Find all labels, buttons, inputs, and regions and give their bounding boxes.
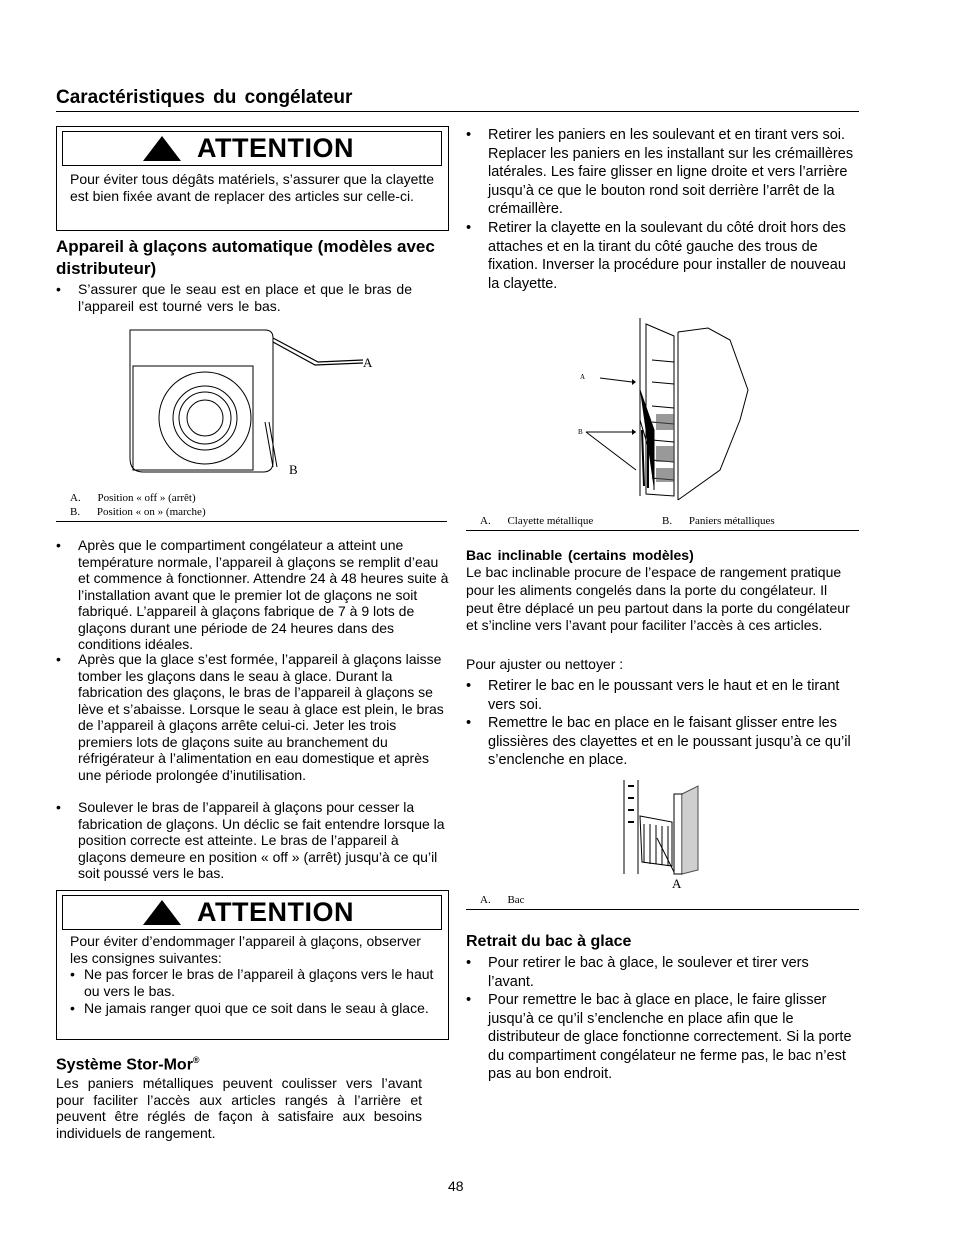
list-item-text: Ne jamais ranger quoi que ce soit dans le seau à glace. bbox=[84, 1000, 429, 1016]
list-item bbox=[56, 799, 449, 882]
bullet: • bbox=[70, 966, 75, 982]
caption-text: Position « off » (arrêt) bbox=[97, 492, 196, 504]
caption-letter: B. bbox=[70, 506, 81, 518]
figure-divider bbox=[56, 521, 447, 522]
figure-label-a: A bbox=[363, 355, 373, 370]
tilt-bin-heading: Bac inclinable (certains modèles) bbox=[466, 547, 694, 563]
list-item-text: Soulever le bras de l’appareil à glaçons pour cesser la fabrication de glaçons. Un déclic se fait entendre lorsque la position correcte est atteinte. Le bras de l’appareil à glaçons demeure en position « off » (arrêt) jusqu’à ce qu’il soit poussé vers le bas. bbox=[78, 799, 445, 881]
bullet: • bbox=[466, 678, 472, 694]
list-item bbox=[466, 126, 856, 219]
figure-divider bbox=[466, 909, 859, 910]
list-item bbox=[466, 954, 858, 991]
ice-bin-heading: Retrait du bac à glace bbox=[466, 933, 632, 950]
icemaker-illustration bbox=[125, 322, 375, 482]
tilt-bin-adjust: Pour ajuster ou nettoyer : bbox=[466, 656, 624, 672]
title-divider bbox=[56, 111, 859, 112]
list-item-text: Pour retirer le bac à glace, le soulever et tirer vers l’avant. bbox=[488, 955, 809, 990]
list-item bbox=[466, 714, 858, 770]
warning-box-2 bbox=[56, 890, 449, 1040]
right-bullet-list bbox=[466, 126, 856, 293]
warning-triangle-icon bbox=[143, 900, 181, 925]
figure-caption-a bbox=[480, 515, 593, 527]
figure-label-a: A bbox=[672, 876, 682, 891]
list-item bbox=[70, 966, 434, 1000]
list-item-text: Remettre le bac en place en le faisant glisser entre les glissières des clayettes et en le poussant jusqu’à ce qu’il s’enclenche en place. bbox=[488, 715, 851, 769]
list-item bbox=[56, 651, 449, 799]
bullet: • bbox=[56, 281, 61, 297]
warning-triangle-icon bbox=[143, 136, 181, 161]
bullet: • bbox=[56, 799, 61, 815]
warning-header bbox=[62, 131, 442, 166]
caption-letter: B. bbox=[662, 515, 673, 527]
list-item-text: Retirer le bac en le poussant vers le haut et en le tirant vers soi. bbox=[488, 678, 840, 713]
list-item-text: Pour remettre le bac à glace en place, le faire glisser jusqu’à ce qu’il s’enclenche en place afin que le distributeur de glace fonctionne correctement. Si la porte du compartiment congélateur ne ferme pas, le bac n’est pas au bon endroit. bbox=[488, 992, 852, 1083]
figure-divider bbox=[466, 530, 859, 531]
caption-text: Position « on » (marche) bbox=[96, 506, 206, 518]
bullet: • bbox=[466, 992, 472, 1008]
freezer-door-illustration bbox=[570, 310, 760, 506]
figure-label-b: B bbox=[578, 428, 583, 436]
icemaker-heading: Appareil à glaçons automatique (modèles avec distributeur) bbox=[56, 237, 435, 278]
tilt-bin-bullet-list bbox=[466, 677, 858, 770]
caption-text: Paniers métalliques bbox=[688, 515, 775, 527]
warning-list bbox=[70, 966, 434, 1017]
figure-caption-a bbox=[70, 492, 196, 504]
caption-letter: A. bbox=[480, 515, 491, 527]
list-item bbox=[466, 677, 858, 714]
bullet: • bbox=[466, 715, 472, 731]
stormor-text: Les paniers métalliques peuvent coulisser vers l’avant pour faciliter l’accès aux articles rangés à l’arrière et peuvent être réglés de façon à satisfaire aux besoins individuels de rangement. bbox=[56, 1075, 422, 1141]
list-item bbox=[56, 537, 449, 651]
bullet: • bbox=[56, 537, 61, 553]
warning-text: Pour éviter tous dégâts matériels, s’assurer que la clayette est bien fixée avant de replacer des articles sur celle-ci. bbox=[70, 171, 434, 204]
warning-intro: Pour éviter d’endommager l’appareil à glaçons, observer les consignes suivantes: bbox=[70, 933, 421, 966]
caption-letter: A. bbox=[480, 894, 491, 906]
bullet: • bbox=[56, 651, 61, 667]
list-item bbox=[466, 219, 856, 293]
warning-header bbox=[62, 895, 442, 930]
tilt-bin-illustration bbox=[612, 776, 712, 880]
figure-caption-a bbox=[480, 894, 525, 906]
stormor-heading-text: Système Stor-Mor bbox=[56, 1056, 193, 1074]
figure-caption-b bbox=[70, 506, 206, 518]
bullet: • bbox=[466, 127, 472, 143]
figure-caption-b bbox=[662, 515, 775, 527]
warning-box-1 bbox=[56, 126, 449, 231]
caption-letter: A. bbox=[70, 492, 81, 504]
page-number: 48 bbox=[448, 1178, 464, 1194]
bullet: • bbox=[466, 220, 472, 236]
bullet: • bbox=[466, 955, 472, 971]
stormor-heading bbox=[56, 1049, 200, 1076]
figure-label-b: B bbox=[289, 462, 298, 477]
page-title: Caractéristiques du congélateur bbox=[56, 87, 353, 108]
list-item-text: Après que la glace s’est formée, l’appareil à glaçons laisse tomber les glaçons dans le seau à glace. Durant la fabrication des glaçons, le bras de l’appareil à glaçons se lève et s’abaisse. Lorsque le seau à glace est plein, le bras de l’appareil à glaçons arrête celui-ci. Jeter les trois premiers lots de glaçons suite au branchement du réfrigérateur à l’alimentation en eau domestique et après une période prolongée d’inutilisation. bbox=[78, 651, 444, 783]
bullet: • bbox=[70, 1000, 75, 1016]
ice-bin-bullet-list bbox=[466, 954, 858, 1084]
icemaker-bullet-list bbox=[56, 537, 449, 882]
warning-label: ATTENTION bbox=[197, 897, 354, 927]
tilt-bin-text: Le bac inclinable procure de l’espace de rangement pratique pour les aliments congelés dans la porte du congélateur. Il peut être déplacé un peu partout dans la porte du congélateur et s’incline vers l’avant pour faciliter l’accès à ces articles. bbox=[466, 564, 850, 634]
list-item-text: Ne pas forcer le bras de l’appareil à glaçons vers le haut ou vers le bas. bbox=[84, 966, 434, 999]
figure-label-a: A bbox=[580, 373, 586, 381]
list-item-text: Retirer la clayette en la soulevant du côté droit hors des attaches et en la tirant du côté gauche des trous de fixation. Inverser la procédure pour installer de nouveau la clayette. bbox=[488, 220, 846, 292]
caption-text: Clayette métallique bbox=[507, 515, 594, 527]
list-item bbox=[466, 991, 858, 1084]
list-item-text: Après que le compartiment congélateur a atteint une température normale, l’appareil à glaçons se remplit d’eau et commence à fonctionner. Attendre 24 à 48 heures suite à l’installation avant que le premier lot de glaçons ne soit fabriqué. L’appareil à glaçons fabrique de 7 à 9 lots de glaçons durant une période de 24 heures dans des conditions idéales. bbox=[78, 537, 449, 652]
list-item-text: Retirer les paniers en les soulevant et en tirant vers soi. Replacer les paniers en les installant sur les crémaillères latérales. Les faire glisser en ligne droite et vers l’arrière jusqu’à ce que le bouton rond soit derrière l’arrêt de la crémaillère. bbox=[488, 127, 854, 218]
list-item-text: S’assurer que le seau est en place et que le bras de l’appareil est tourné vers le bas. bbox=[78, 281, 412, 314]
registered-mark: ® bbox=[192, 1055, 200, 1065]
list-item bbox=[70, 1000, 434, 1017]
list-item bbox=[56, 281, 456, 314]
caption-text: Bac bbox=[507, 894, 525, 906]
warning-label: ATTENTION bbox=[197, 133, 354, 163]
